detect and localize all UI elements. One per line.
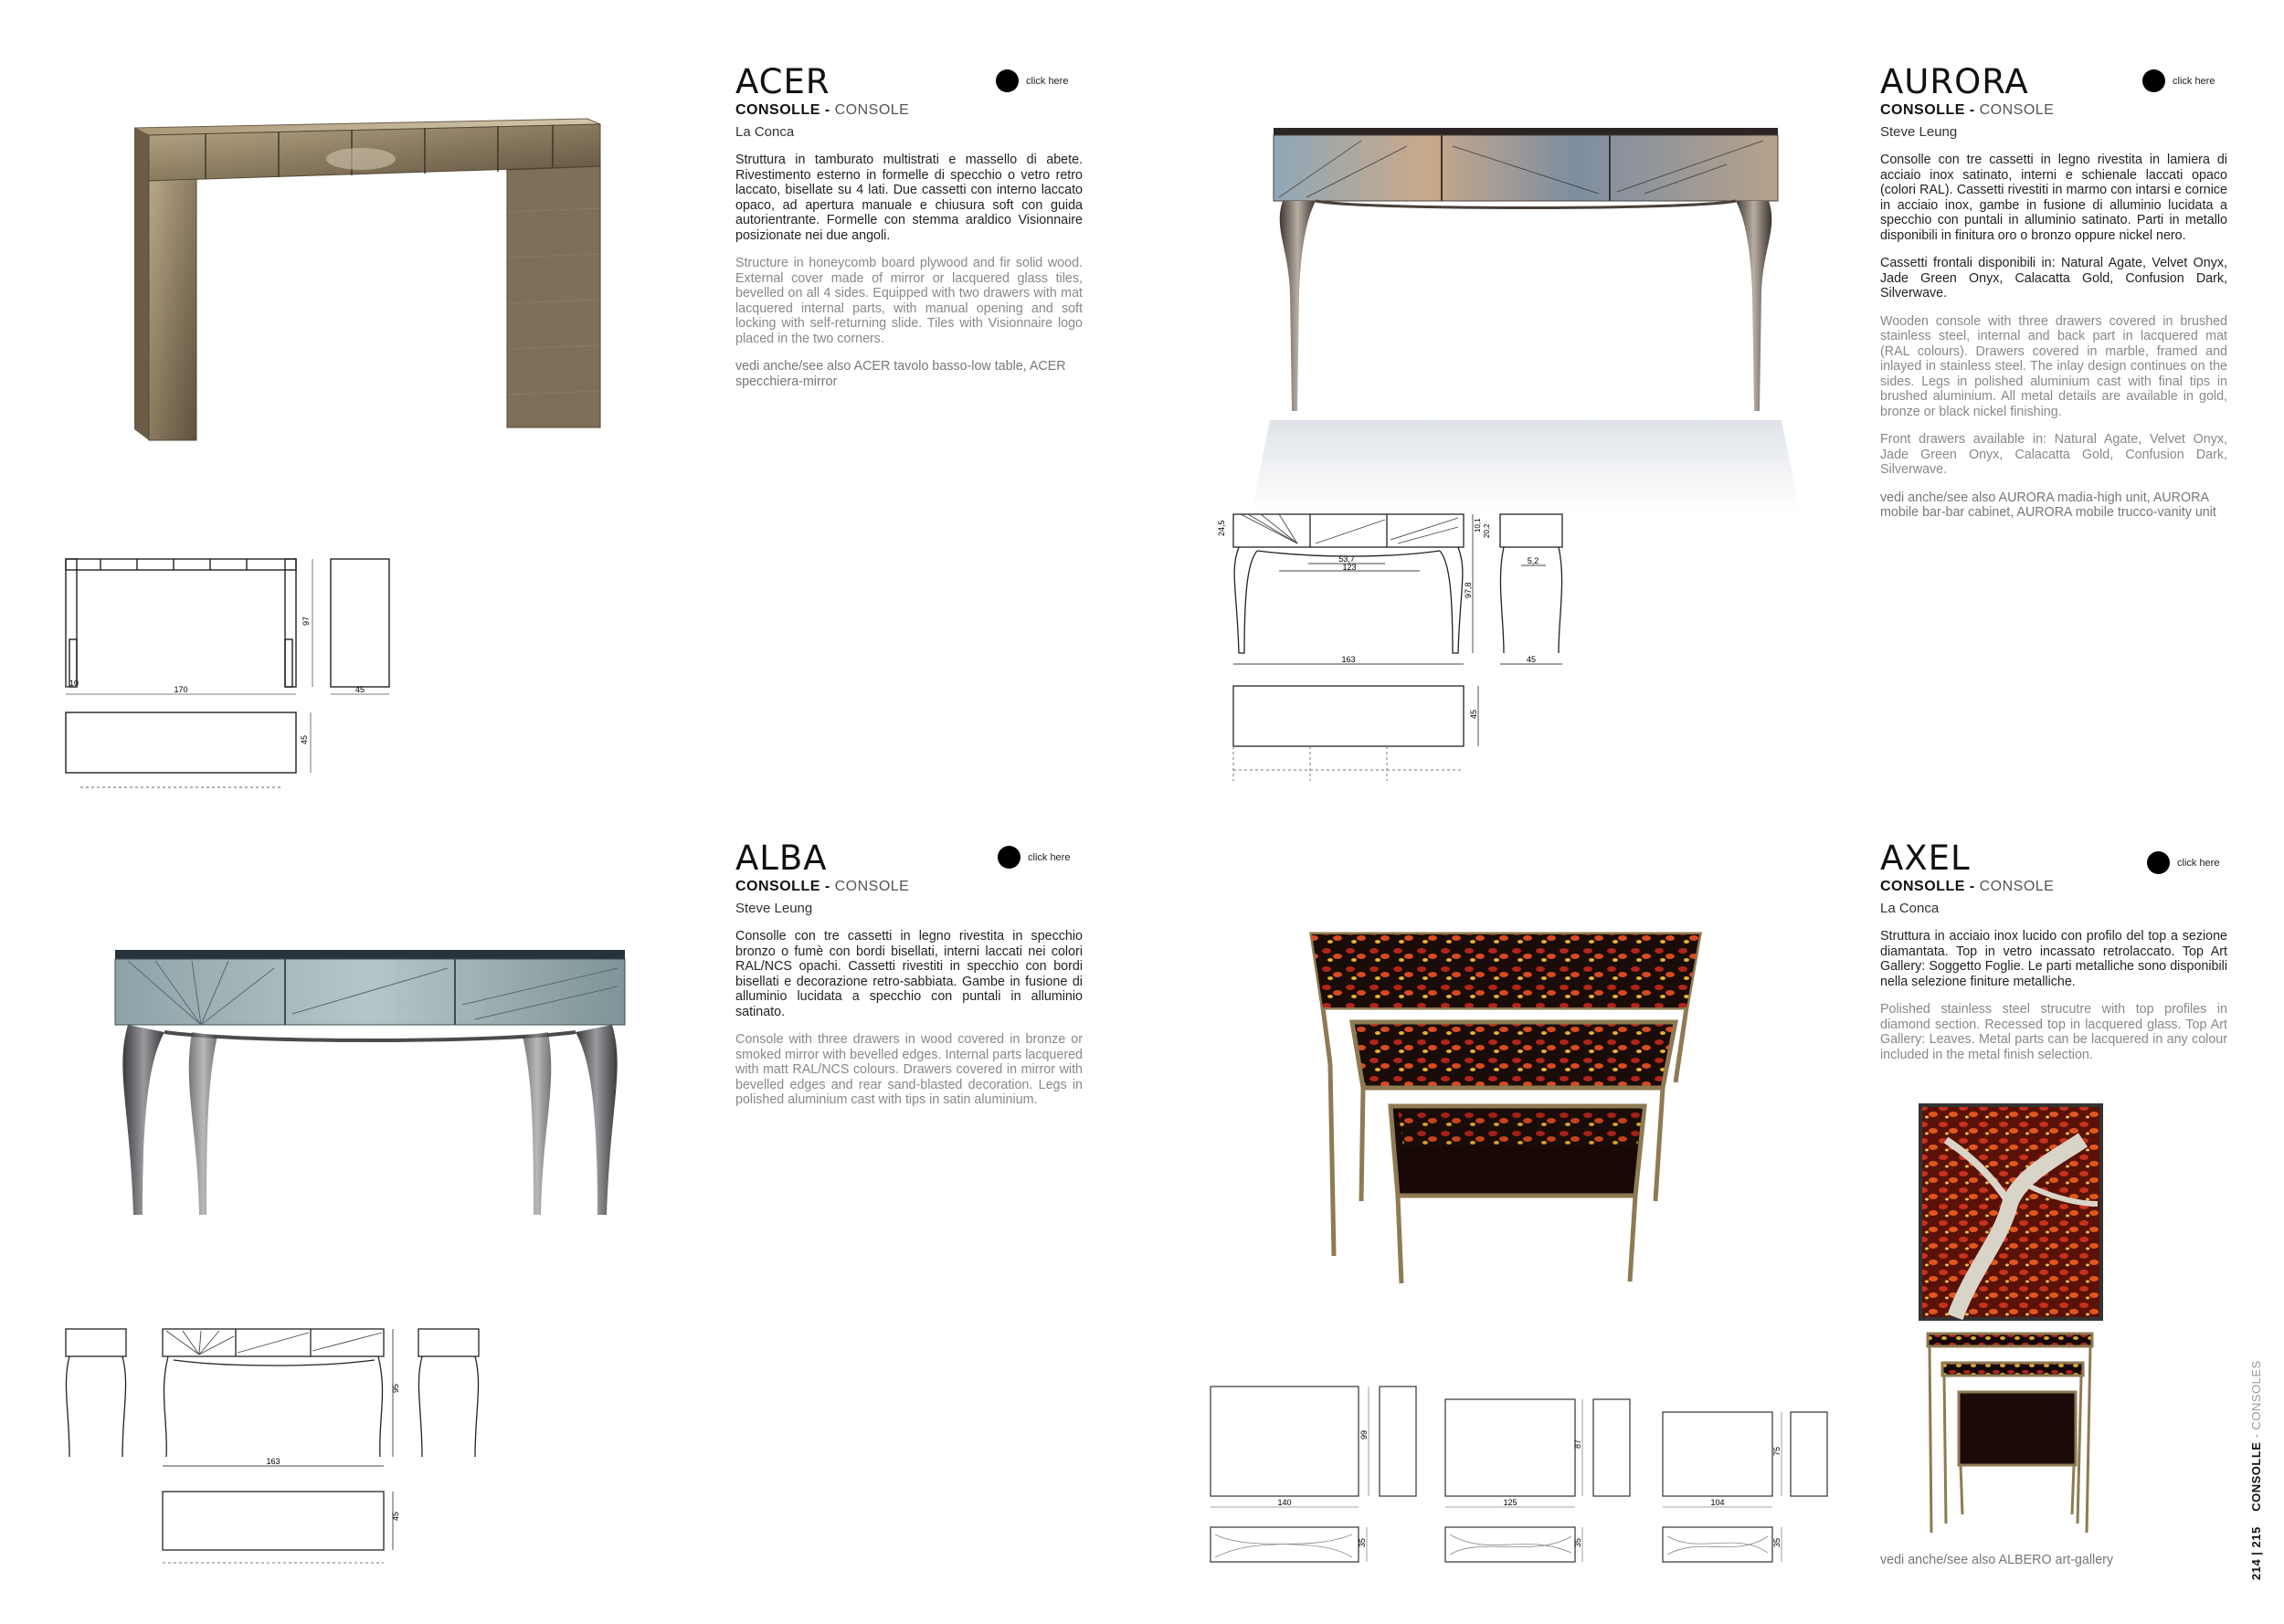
acer-designer: La Conca — [735, 124, 795, 140]
alba-info — [735, 840, 1083, 1108]
aurora-designer: Steve Leung — [1880, 124, 1958, 140]
aurora-desc-en: Wooden console with three drawers covered in brushed stainless steel, internal and back part in lacquered mat (RAL colours). Drawers covered in marble, framed and inlayed in stainless steel. The inlay design continues on the sides. Legs in polished aluminium cast with final tips in brushed aluminium. All metal details are available in gold, bronze or black nickel finishing. — [1880, 313, 2227, 419]
aurora-dim-h2: 20,2 — [1483, 523, 1491, 538]
aurora-desc-en-2: Front drawers available in: Natural Agate, Velvet Onyx, Jade Green Onyx, Calacatta Gold, Confusion Dark, Silverwave. — [1880, 432, 2227, 477]
circle-icon — [998, 846, 1020, 869]
aurora-title: AURORA — [1880, 62, 2029, 101]
acer-desc-en: Structure in honeycomb board plywood and fir solid wood. External cover made of mirror or lacquered glass tiles, bevelled on all 4 sides. Equipped with two drawers with mat lacquered internal parts, with manual opening and soft locking with self-returning slide. Tiles with Visionnaire logo placed in the two corners. — [735, 256, 1083, 346]
axel-dim-w3: 104 — [1710, 1498, 1725, 1507]
page-numbers: 214 | 215 — [2249, 1526, 2263, 1580]
axel-see-also: vedi anche/see also ALBERO art-gallery — [1880, 1553, 2114, 1567]
acer-title: ACER — [735, 62, 830, 101]
alba-desc-it: Consolle con tre cassetti in legno rivestita in specchio bronzo o fumè con bordi bisellati, interni laccati nei colori RAL/NCS opachi. Cassetti rivestiti in specchio con bordi bisellati e decorazione retro-sabbiata. Gambe in fusione di alluminio lucidata a specchio con puntali in alluminio satinato. — [735, 929, 1083, 1019]
axel-dim-d3: 35 — [1772, 1537, 1782, 1547]
aurora-see-also: vedi anche/see also AURORA madia-high unit, AURORA mobile bar-bar cabinet, AURORA mobile trucco-vanity unit — [1880, 490, 2216, 520]
alba-dim-height: 95 — [391, 1383, 400, 1393]
aurora-photo — [1252, 110, 1800, 511]
alba-click-here[interactable]: click here — [998, 846, 1070, 869]
aurora-info — [1880, 64, 2227, 521]
axel-category: CONSOLLE - CONSOLE — [1880, 879, 2055, 894]
circle-icon — [2142, 69, 2165, 92]
acer-drawings — [55, 548, 420, 804]
aurora-dim-height: 97,8 — [1464, 582, 1473, 598]
axel-dim-h1: 99 — [1359, 1429, 1369, 1439]
aurora-dim-leg: 5,2 — [1527, 556, 1539, 565]
aurora-category: CONSOLLE - CONSOLE — [1880, 102, 2055, 118]
acer-dim-depth: 45 — [354, 685, 365, 694]
aurora-dim-inner: 123 — [1342, 563, 1357, 572]
alba-designer: Steve Leung — [735, 901, 813, 916]
alba-photo — [110, 941, 630, 1251]
axel-dim-d1: 35 — [1358, 1537, 1367, 1547]
axel-desc-it: Struttura in acciaio inox lucido con profilo del top a sezione diamantata. Top in vetro incassato retrolaccato. Top Art Gallery: Soggetto Foglie. Le parti metalliche sono disponibili nella selezione finiture metalliche. — [1880, 929, 2227, 989]
aurora-desc-it-2: Cassetti frontali disponibili in: Natural Agate, Velvet Onyx, Jade Green Onyx, Calacatta Gold, Confusion Dark, Silverwave. — [1880, 256, 2227, 301]
aurora-desc-it: Consolle con tre cassetti in legno rivestita in lamiera di acciaio inox satinato, interni e schienale laccati opaco (colori RAL). Cassetti rivestiti in marmo con intarsi e cornice in acciaio inox, gambe in fusione di alluminio lucidata a specchio con puntali in alluminio satinato. Parti in metallo disponibili in finitura oro o bronzo oppure nickel nero. — [1880, 153, 2227, 243]
alba-category: CONSOLLE - CONSOLE — [735, 879, 910, 894]
axel-dim-w2: 125 — [1503, 1498, 1517, 1507]
alba-dim-depth: 45 — [391, 1511, 400, 1521]
section-it: CONSOLLE — [2249, 1441, 2263, 1512]
axel-desc-en: Polished stainless steel strucutre with top profiles in diamond section. Recessed top in lacquered glass. Top Art Gallery: Leaves. Metal parts can be lacquered in any colour included in the metal finish selection. — [1880, 1002, 2227, 1062]
axel-art-gallery-image — [1919, 1103, 2120, 1537]
axel-click-here[interactable]: click here — [2147, 851, 2219, 874]
aurora-dim-h1: 10,1 — [1474, 518, 1482, 533]
section-en: CONSOLES — [2249, 1360, 2263, 1430]
page-side-label: 214 | 215 CONSOLLE - CONSOLES — [2249, 1360, 2263, 1580]
axel-photo — [1297, 927, 1718, 1302]
aurora-dim-top: 24,5 — [1217, 520, 1226, 536]
alba-title: ALBA — [735, 838, 828, 878]
acer-desc-it: Struttura in tamburato multistrati e massello di abete. Rivestimento esterno in formelle di specchio o vetro retro laccato, bisellate su 4 lati. Due cassetti con interno laccato opaco, ad apertura manuale e chiusura soft con guida autorientrante. Formelle con stemma araldico Visionnaire posizionate nei due angoli. — [735, 153, 1083, 243]
aurora-dim-plan-depth: 45 — [1469, 709, 1478, 719]
aurora-dim-drawer: 53,7 — [1338, 554, 1355, 564]
axel-dim-w1: 140 — [1277, 1498, 1292, 1507]
axel-dim-d2: 35 — [1573, 1537, 1582, 1547]
axel-designer: La Conca — [1880, 901, 1940, 916]
circle-icon — [2147, 851, 2170, 874]
aurora-drawings — [1206, 507, 1590, 795]
axel-drawings — [1206, 1379, 1845, 1580]
axel-dim-h2: 87 — [1573, 1439, 1582, 1449]
aurora-dim-width: 163 — [1341, 655, 1356, 664]
acer-dim-plan-depth: 45 — [300, 734, 309, 744]
acer-click-here[interactable]: click here — [996, 69, 1068, 92]
acer-dim-side: 10 — [69, 679, 79, 688]
acer-see-also: vedi anche/see also ACER tavolo basso-low table, ACER specchiera-mirror — [735, 359, 1066, 389]
acer-category: CONSOLLE - CONSOLE — [735, 102, 910, 118]
aurora-dim-depth: 45 — [1526, 655, 1537, 664]
axel-title: AXEL — [1880, 838, 1971, 878]
alba-desc-en: Console with three drawers in wood covered in bronze or smoked mirror with bevelled edges. Internal parts lacquered with matt RAL/NCS colours. Drawers covered in mirror with bevelled edges and rear sand-blasted decoration. Legs in polished aluminium cast with tips in satin aluminium. — [735, 1032, 1083, 1107]
acer-dim-width: 170 — [174, 685, 188, 694]
alba-drawings — [55, 1320, 493, 1576]
aurora-click-here[interactable]: click here — [2142, 69, 2215, 92]
circle-icon — [996, 69, 1019, 92]
alba-dim-width: 163 — [266, 1457, 280, 1466]
acer-dim-height: 97 — [301, 616, 311, 626]
axel-dim-h3: 75 — [1772, 1446, 1782, 1456]
acer-photo — [123, 111, 608, 449]
acer-info — [735, 64, 1083, 389]
